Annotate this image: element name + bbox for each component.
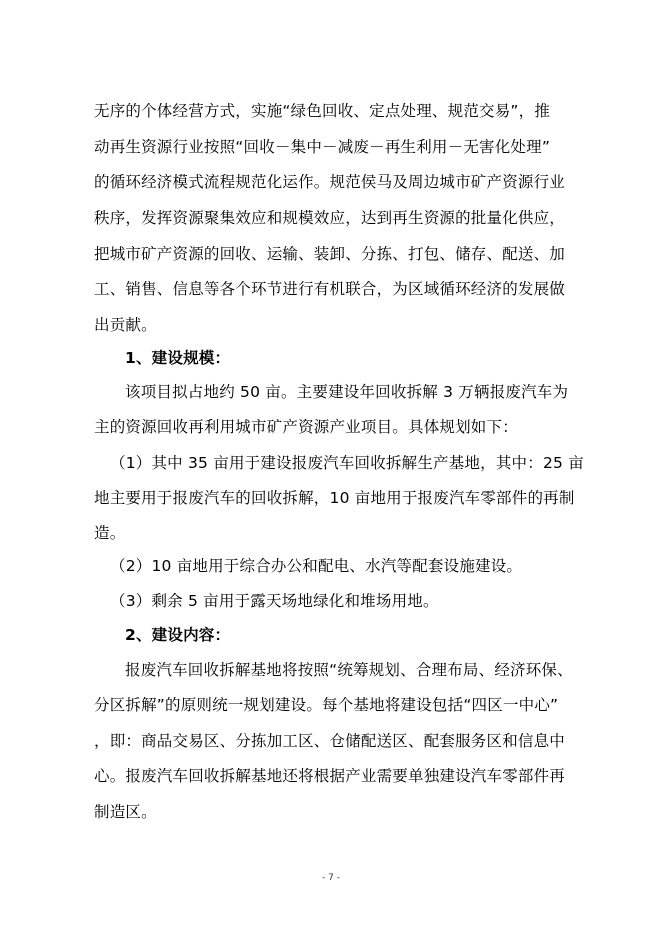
text-line: 无序的个体经营方式，实施“绿色回收、定点处理、规范交易”，推	[94, 102, 551, 120]
text-line: 工、销售、信息等各个环节进行有机联合，为区域循环经济的发展做	[94, 280, 566, 298]
text-line: 秩序，发挥资源聚集效应和规模效应，达到再生资源的批量化供应，	[94, 209, 566, 227]
text-line: 报废汽车回收拆解基地将按照“统筹规划、合理布局、经济环保、	[125, 661, 573, 679]
page-number: - 7 -	[322, 873, 340, 883]
text-line: （1）其中 35 亩用于建设报废汽车回收拆解生产基地，其中：25 亩	[110, 454, 584, 472]
text-line: 心。报废汽车回收拆解基地还将根据产业需要单独建设汽车零部件再	[94, 767, 566, 785]
list-item-2: （2）10 亩地用于综合办公和配电、水汽等配套设施建设。	[110, 557, 523, 575]
text-line: 造。	[94, 524, 126, 542]
text-line: 分区拆解”的原则统一规划建设。每个基地将建设包括“四区一中心”	[94, 696, 559, 714]
text-line: 动再生资源行业按照“回收－集中－减废－再生利用－无害化处理”	[94, 138, 551, 156]
text-line: 主的资源回收再利用城市矿产资源产业项目。具体规划如下：	[94, 418, 518, 436]
text-line: ，即：商品交易区、分拣加工区、仓储配送区、配套服务区和信息中	[94, 732, 566, 750]
text-line: 出贡献。	[94, 316, 157, 334]
text-line: 制造区。	[94, 803, 157, 821]
text-line: 的循环经济模式流程规范化运作。规范侯马及周边城市矿产资源行业	[94, 173, 566, 191]
section-heading-scale: 1、建设规模：	[125, 349, 231, 367]
section-heading-content: 2、建设内容：	[125, 626, 231, 644]
text-line: 地主要用于报废汽车的回收拆解，10 亩地用于报废汽车零部件的再制	[94, 489, 575, 507]
list-item-3: （3）剩余 5 亩用于露天场地绿化和堆场用地。	[110, 592, 439, 610]
text-line: 该项目拟占地约 50 亩。主要建设年回收拆解 3 万辆报废汽车为	[125, 383, 569, 401]
text-line: 把城市矿产资源的回收、运输、装卸、分拣、打包、储存、配送、加	[94, 245, 566, 263]
